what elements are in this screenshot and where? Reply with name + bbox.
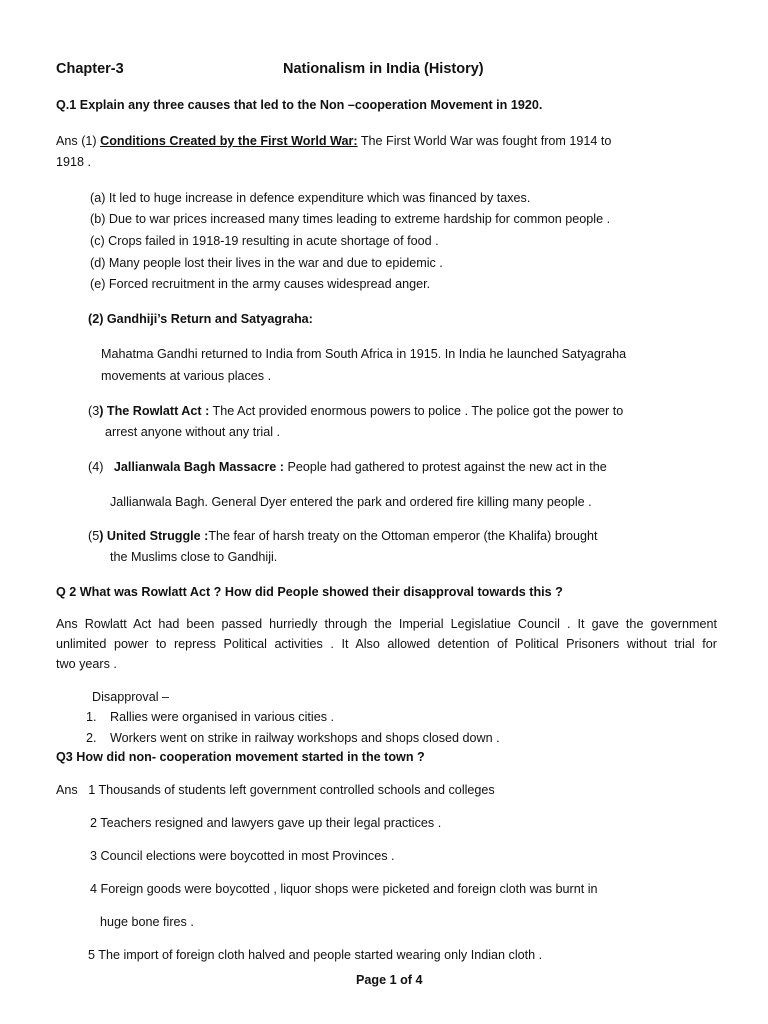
q1-ans-prefix: Ans (1)	[56, 134, 97, 148]
q1-subpoint-b: (b) Due to war prices increased many times leading to extreme hardship for common people .	[90, 212, 611, 226]
q1-cause3-line-1	[88, 405, 623, 418]
q3-item-1: 1 Thousands of students left government controlled schools and colleges	[88, 783, 495, 797]
q3-item-4: 4 Foreign goods were boycotted , liquor shops were picketed and foreign cloth was burnt in	[90, 882, 598, 896]
q2-answer-line-3: two years .	[56, 657, 117, 671]
q1-cause3-text: The Act provided enormous powers to police . The police got the power to	[209, 404, 624, 418]
q2-answer-line-2: unlimited power to repress Political activities . It Also allowed detention of Political Prisoners without trial for	[56, 637, 717, 651]
q3-item-3: 3 Council elections were boycotted in most Provinces .	[90, 849, 395, 863]
q2-disapproval-label: Disapproval –	[92, 690, 170, 704]
q2-question: Q 2 What was Rowlatt Act ? How did People showed their disapproval towards this ?	[56, 585, 563, 599]
q1-cause3-line-2: arrest anyone without any trial .	[105, 425, 281, 439]
q1-cause2-line-2: movements at various places .	[101, 369, 272, 383]
q2-disapproval-num-1: 1.	[86, 710, 97, 724]
q1-cause5-line-2: the Muslims close to Gandhiji.	[110, 550, 278, 564]
q1-question: Q.1 Explain any three causes that led to the Non –cooperation Movement in 1920.	[56, 98, 543, 112]
q1-cause4-text: People had gathered to protest against the new act in the	[284, 460, 607, 474]
q1-cause2-line-1: Mahatma Gandhi returned to India from South Africa in 1915. In India he launched Satyagraha	[101, 347, 627, 361]
q1-cause4-line-2: Jallianwala Bagh. General Dyer entered the park and ordered fire killing many people .	[110, 495, 592, 509]
q1-subpoint-d: (d) Many people lost their lives in the war and due to epidemic .	[90, 256, 443, 270]
q1-cause5-text: The fear of harsh treaty on the Ottoman emperor (the Khalifa) brought	[208, 529, 598, 543]
q3-item-2: 2 Teachers resigned and lawyers gave up their legal practices .	[90, 816, 442, 830]
q1-cause4-heading: Jallianwala Bagh Massacre :	[113, 460, 285, 474]
q3-item-4-cont: huge bone fires .	[100, 915, 194, 929]
q1-cause5-heading: ) United Struggle :	[99, 529, 209, 543]
q1-cause4-line-1	[88, 461, 607, 474]
page-title: Nationalism in India (History)	[283, 61, 484, 77]
q1-cause5-line-1	[88, 530, 598, 543]
q1-cause4-number: (4)	[88, 460, 104, 474]
q1-cause1-heading: Conditions Created by the First World War:	[100, 134, 358, 148]
q2-disapproval-num-2: 2.	[86, 731, 97, 745]
q3-question: Q3 How did non- cooperation movement started in the town ?	[56, 750, 425, 764]
q1-subpoint-a: (a) It led to huge increase in defence expenditure which was financed by taxes.	[90, 191, 531, 205]
page-number: Page 1 of 4	[356, 973, 423, 987]
q3-answer-line-1	[56, 784, 495, 797]
q1-answer-line-1	[56, 135, 611, 148]
q2-disapproval-item-1: Rallies were organised in various cities .	[110, 710, 334, 724]
q1-subpoint-c: (c) Crops failed in 1918-19 resulting in acute shortage of food .	[90, 234, 439, 248]
q1-cause2-heading: (2) Gandhiji’s Return and Satyagraha:	[88, 312, 313, 326]
q3-ans-label: Ans	[56, 783, 78, 797]
q1-subpoint-e: (e) Forced recruitment in the army causes widespread anger.	[90, 277, 431, 291]
q1-cause3-heading: ) The Rowlatt Act :	[99, 404, 210, 418]
q3-item-5: 5 The import of foreign cloth halved and people started wearing only Indian cloth .	[88, 948, 543, 962]
q1-cause1-text: The First World War was fought from 1914 to	[357, 134, 612, 148]
q2-answer-line-1: Ans Rowlatt Act had been passed hurriedly through the Imperial Legislatiue Council . It gave the government	[56, 617, 717, 631]
q1-cause5-number: (5	[88, 529, 100, 543]
q1-cause1-text-cont: 1918 .	[56, 155, 92, 169]
q2-disapproval-item-2: Workers went on strike in railway workshops and shops closed down .	[110, 731, 500, 745]
chapter-label: Chapter-3	[56, 61, 124, 77]
q1-cause3-number: (3	[88, 404, 100, 418]
